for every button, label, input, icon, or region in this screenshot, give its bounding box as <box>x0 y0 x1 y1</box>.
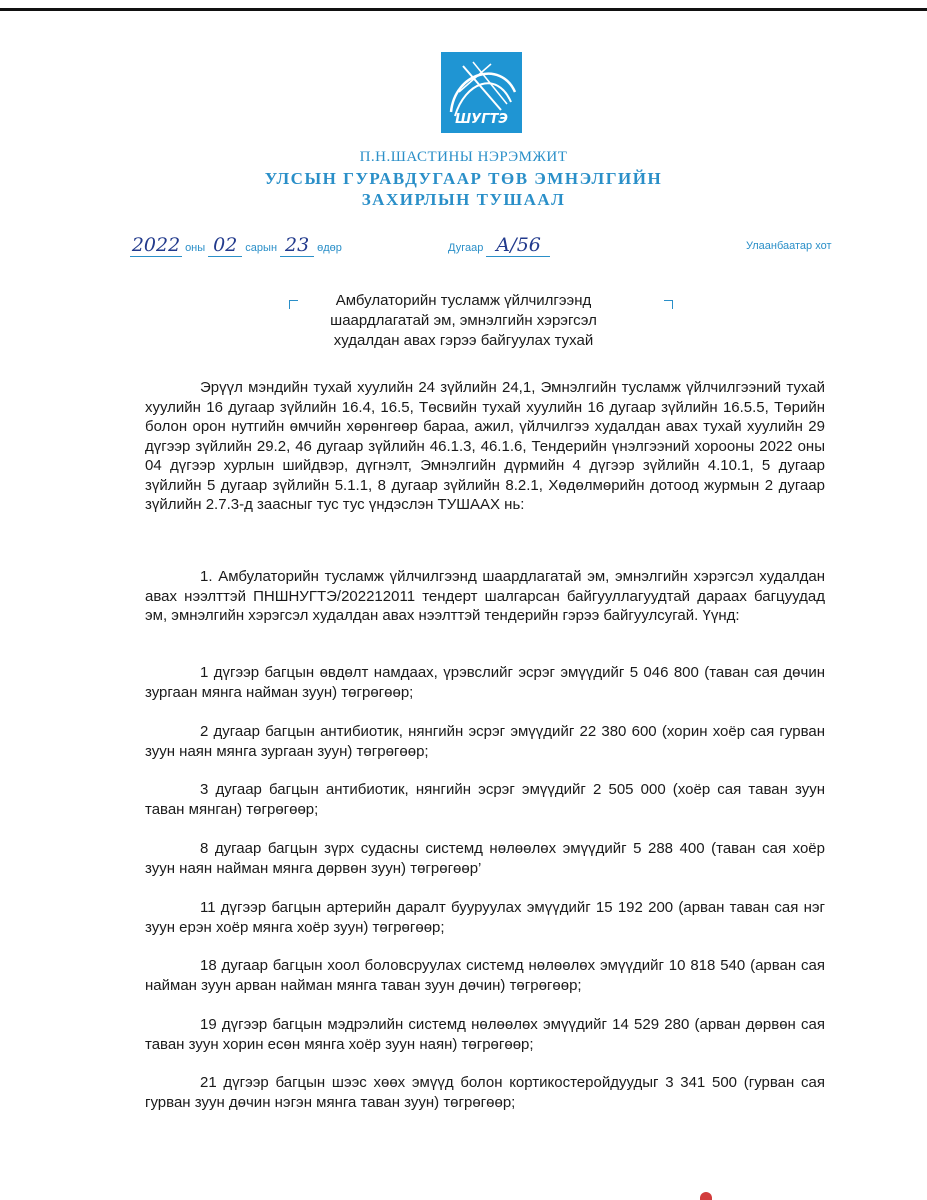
year-label: оны <box>185 242 206 254</box>
lot-item: 11 дүгээр багцын артерийн даралт бууруулах эмүүдийг 15 192 200 (арван таван сая нэг зуун ерэн хоёр мянга хоёр зуун) төгрөгөөр; <box>145 899 825 936</box>
order-number <box>448 234 550 257</box>
city-label: Улаанбаатар хот <box>746 240 832 252</box>
stamp-edge-mark <box>700 1192 712 1200</box>
logo-text: ШУГТЭ <box>455 112 508 127</box>
header-line-3: ЗАХИРЛЫН ТУШААЛ <box>361 190 566 209</box>
title-line-2: шаардлагатай эм, эмнэлгийн хэрэгсэл <box>330 312 597 329</box>
hospital-logo <box>441 52 522 133</box>
month-label: сарын <box>245 242 278 254</box>
order-title <box>0 291 927 351</box>
lot-item: 2 дугаар багцын антибиотик, нянгийн эсрэг эмүүдийг 22 380 600 (хорин хоёр сая гурван зуун наян мянга зургаан зуун) төгрөгөөр; <box>145 723 825 760</box>
date-month: 02 <box>208 234 242 257</box>
date-day: 23 <box>280 234 314 257</box>
preamble-paragraph: Эрүүл мэндийн тухай хуулийн 24 зүйлийн 24,1, Эмнэлгийн тусламж үйлчилгээний тухай хуулийн 16 дугаар зүйлийн 16.4, 16.5, Төсвийн тухай хуулийн 16 дугаар зүйлийн 16.5.5, Төрийн болон орон нутгийн өмчийн хөрөнгөөр бараа, ажил, үйлчилгээ худалдан авах тухай хуулийн 29 дүгээр зүйлийн 29.2, 46 дугаар зүйлийн 46.1.3, 46.1.6, Тендерийн үнэлгээний хорооны 2022 оны 04 дүгээр хурлын шийдвэр, дүгнэлт, Эмнэлгийн дүрмийн 4 дүгээр зүйлийн 4.10.1, 5 дугаар зүйлийн 5 дугаар зүйлийн 5.1.1, 8 дугаар зүйлийн 8.2.1, Хөдөлмөрийн дотоод журмын 2 дугаар зүйлийн 2.7.3-д заасныг тус тус үндэслэн ТУШААХ нь: <box>145 379 825 513</box>
day-label: өдөр <box>317 242 342 254</box>
lot-item: 19 дүгээр багцын мэдрэлийн системд нөлөөлөх эмүүдийг 14 529 280 (арван дөрвөн сая таван зуун хорин есөн мянга хоёр зуун наян) төгрөгөөр; <box>145 1016 825 1053</box>
title-line-3: худалдан авах гэрээ байгуулах тухай <box>333 332 594 349</box>
order-date <box>130 234 342 257</box>
title-line-1: Амбулаторийн тусламж үйлчилгээнд <box>335 292 592 309</box>
lot-item: 8 дугаар багцын зүрх судасны системд нөлөөлөх эмүүдийг 5 288 400 (таван сая хоёр зуун наян найман мянга дөрвөн зуун) төгрөгөөр’ <box>145 840 825 877</box>
scan-top-border <box>0 8 927 11</box>
lot-item: 1 дүгээр багцын өвдөлт намдаах, үрэвслийг эсрэг эмүүдийг 5 046 800 (таван сая дөчин зургаан мянга найман зуун) төгрөгөөр; <box>145 664 825 701</box>
date-year: 2022 <box>131 234 181 256</box>
header-line-2: УЛСЫН ГУРАВДУГААР ТӨВ ЭМНЭЛГИЙН <box>264 169 663 188</box>
order-clause-1: 1. Амбулаторийн тусламж үйлчилгээнд шаардлагатай эм, эмнэлгийн хэрэгсэл худалдан авах нээлттэй ПНШНУГТЭ/202212011 тендерт шалгарсан байгууллагуудтай дараах багцуудад эм, эмнэлгийн хэрэгсэл худалдан авах нээлттэй тендерийн гэрээ байгуулсугай. Үүнд: <box>145 568 825 624</box>
lot-item: 21 дүгээр багцын шээс хөөх эмүүд болон кортикостеройдуудыг 3 341 500 (гурван сая гурван зуун дөчин нэгэн мянга таван зуун) төгрөгөөр; <box>145 1074 825 1111</box>
header-line-1: П.Н.ШАСТИНЫ НЭРЭМЖИТ <box>359 149 568 165</box>
lot-item: 3 дугаар багцын антибиотик, нянгийн эсрэг эмүүдийг 2 505 000 (хоёр сая таван зуун таван мянган) төгрөгөөр; <box>145 781 825 818</box>
number-value: А/56 <box>486 234 550 257</box>
lot-item: 18 дугаар багцын хоол боловсруулах системд нөлөөлөх эмүүдийг 10 818 540 (арван сая найман зуун арван найман мянга таван зуун дөчин) төгрөгөөр; <box>145 957 825 994</box>
number-label: Дугаар <box>448 242 484 254</box>
